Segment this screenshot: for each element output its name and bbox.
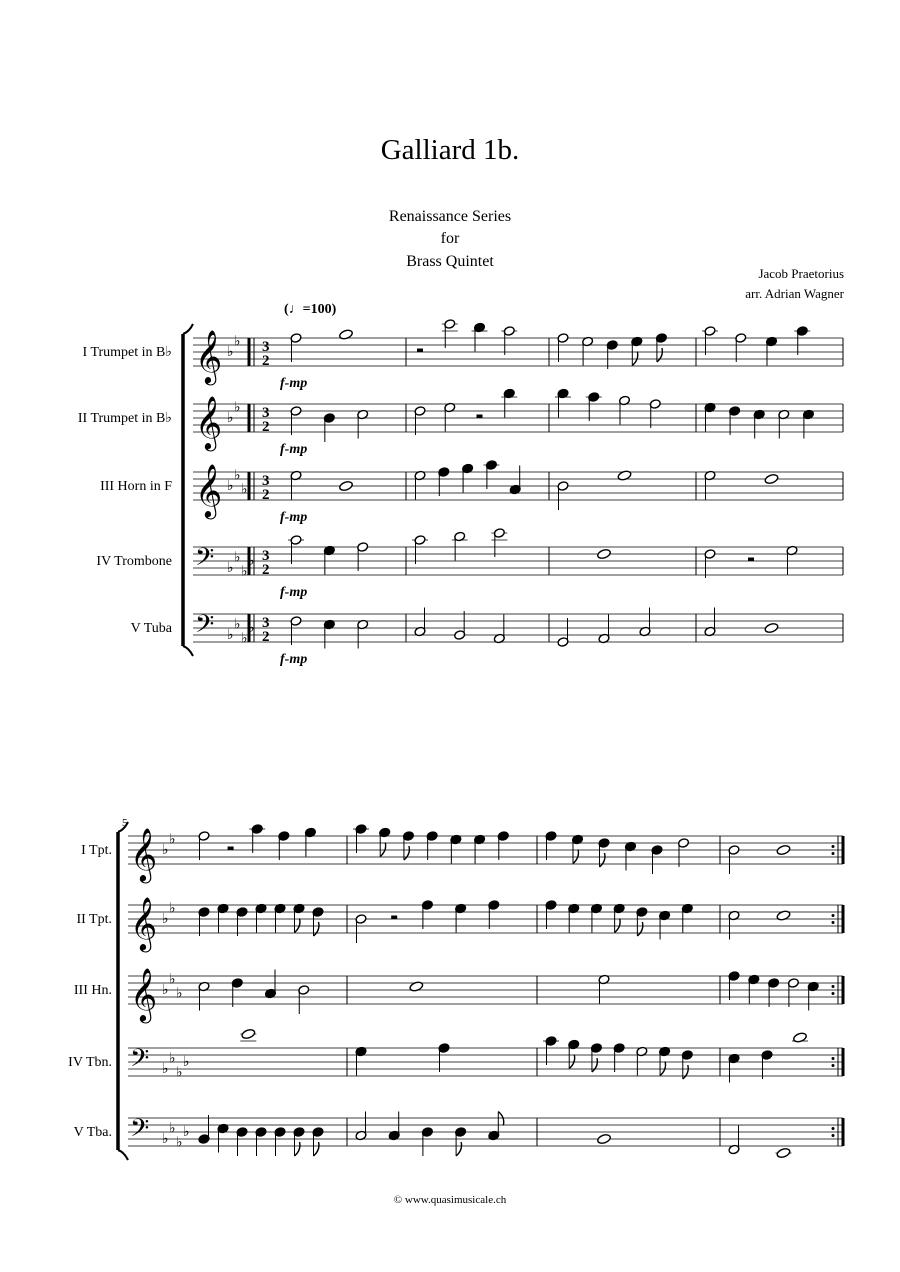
key-flat-icon: ♭ [234,334,241,350]
time-signature-numerator: 3 [262,405,270,421]
subtitle-line-2: for [440,230,460,247]
note-head [764,622,779,634]
bass-clef-icon: 𝄢 [130,1115,150,1148]
instrument-label: I Trumpet in B♭ [82,345,172,360]
key-flat-icon: ♭ [227,628,234,643]
staff-3 [100,460,843,525]
rest-icon [477,415,483,419]
key-flat-icon: ♭ [176,986,183,1002]
rest-icon [748,558,754,562]
key-flat-icon: ♭ [234,400,241,416]
note-head [597,548,612,560]
time-signature-denominator: 2 [262,487,270,503]
treble-clef-icon: 𝄞 [130,969,158,1020]
time-signature-denominator: 2 [262,562,270,578]
key-flat-icon: ♭ [241,631,248,647]
note-flag [295,1142,300,1156]
key-flat-icon: ♭ [234,617,241,633]
note-flag [600,853,605,867]
repeat-dot [832,852,835,855]
key-flat-icon: ♭ [183,1125,190,1140]
repeat-dot [832,1134,835,1137]
note-flag [498,1112,503,1126]
bracket-bottom-hook [118,1150,128,1160]
note-flag [314,922,319,936]
repeat-dot [832,1127,835,1130]
bracket-bottom-hook [183,646,193,656]
staff-3 [74,968,843,1023]
time-signature-denominator: 2 [262,419,270,435]
treble-clef-icon: 𝄞 [130,898,158,949]
key-flat-icon: ♭ [248,621,255,636]
staff-2 [78,388,843,457]
note-flag [660,1062,665,1076]
time-signature-numerator: 3 [262,339,270,355]
instrument-label: I Tpt. [81,843,112,858]
rest-icon [228,847,234,851]
staff-2 [76,897,843,952]
time-signature-numerator: 3 [262,473,270,489]
note-head [764,473,779,485]
instrument-label: V Tuba [130,621,172,636]
key-flat-icon: ♭ [227,561,234,576]
key-flat-icon: ♭ [227,345,234,360]
bass-clef-icon: 𝄢 [195,544,215,577]
repeat-dot [832,914,835,917]
note-flag [295,919,300,933]
bass-clef-icon: 𝄢 [195,611,215,644]
dynamic-marking: f-mp [280,585,308,600]
key-flat-icon: ♭ [241,482,248,498]
note-head [776,1147,791,1159]
instrument-label: IV Tbn. [68,1055,112,1070]
note-flag [569,1055,574,1069]
bass-clef-icon: 𝄢 [130,1045,150,1078]
dynamic-marking: f-mp [280,652,308,667]
instrument-label: III Horn in F [100,479,172,494]
bracket-top-hook [183,324,193,334]
key-flat-icon: ♭ [162,1062,169,1077]
note-flag [456,1142,461,1156]
note-head [241,1028,256,1040]
page-title: Galliard 1b. [380,134,520,166]
note-flag [380,843,385,857]
arranger: arr. Adrian Wagner [745,286,844,301]
repeat-dot [832,1057,835,1060]
repeat-dot [832,845,835,848]
repeat-dot [832,921,835,924]
note-flag [632,352,637,366]
staff-5 [131,608,843,668]
dynamic-marking: f-mp [280,442,308,457]
subtitle-line-1: Renaissance Series [388,208,512,225]
staff-1 [83,319,843,391]
dynamic-marking: f-mp [280,510,308,525]
rest-icon [417,349,423,353]
repeat-dot [832,992,835,995]
note-flag [615,919,620,933]
subtitle-line-3: Brass Quintet [406,253,494,270]
note-head [617,470,632,482]
key-flat-icon: ♭ [234,550,241,566]
key-flat-icon: ♭ [183,1055,190,1070]
rest-icon [391,916,397,920]
note-head [776,910,791,922]
tempo-marking: (♩=100) [284,302,337,317]
note-head [793,1032,808,1044]
repeat-dot [832,1064,835,1067]
staff-1 [81,824,843,883]
staff-4 [96,528,843,600]
copyright: © www.quasimusicale.ch [393,1194,507,1206]
note-flag [683,1065,688,1079]
treble-clef-icon: 𝄞 [195,397,223,448]
note-flag [573,850,578,864]
key-flat-icon: ♭ [248,554,255,569]
note-head [339,329,354,341]
staff-5 [74,1112,843,1159]
time-signature-numerator: 3 [262,548,270,564]
key-flat-icon: ♭ [234,468,241,484]
dynamic-marking: f-mp [280,376,308,391]
instrument-label: II Tpt. [76,912,112,927]
time-signature-denominator: 2 [262,353,270,369]
key-flat-icon: ♭ [162,1132,169,1147]
key-flat-icon: ♭ [169,901,176,917]
instrument-label: II Trumpet in B♭ [77,411,172,426]
key-flat-icon: ♭ [162,983,169,998]
staff-4 [68,1028,843,1082]
key-flat-icon: ♭ [176,1065,183,1081]
measure-number: 5 [122,817,128,829]
key-flat-icon: ♭ [162,912,169,927]
composer: Jacob Praetorius [758,266,844,281]
note-head [339,480,354,492]
key-flat-icon: ♭ [169,972,176,988]
treble-clef-icon: 𝄞 [195,331,223,382]
time-signature-numerator: 3 [262,615,270,631]
note-flag [637,922,642,936]
key-flat-icon: ♭ [176,1135,183,1151]
note-flag [592,1058,597,1072]
key-flat-icon: ♭ [169,1051,176,1067]
note-flag [657,348,662,362]
instrument-label: III Hn. [73,983,112,998]
time-signature-denominator: 2 [262,629,270,645]
treble-clef-icon: 𝄞 [195,465,223,516]
note-flag [404,846,409,860]
treble-clef-icon: 𝄞 [130,829,158,880]
instrument-label: V Tba. [73,1125,112,1140]
key-flat-icon: ♭ [169,1121,176,1137]
key-flat-icon: ♭ [227,411,234,426]
key-flat-icon: ♭ [227,479,234,494]
key-flat-icon: ♭ [169,832,176,848]
repeat-dot [832,985,835,988]
note-head [776,844,791,856]
note-flag [314,1142,319,1156]
key-flat-icon: ♭ [162,843,169,858]
note-head [597,1133,612,1145]
note-head [409,981,424,993]
instrument-label: IV Trombone [96,554,172,569]
key-flat-icon: ♭ [241,564,248,580]
